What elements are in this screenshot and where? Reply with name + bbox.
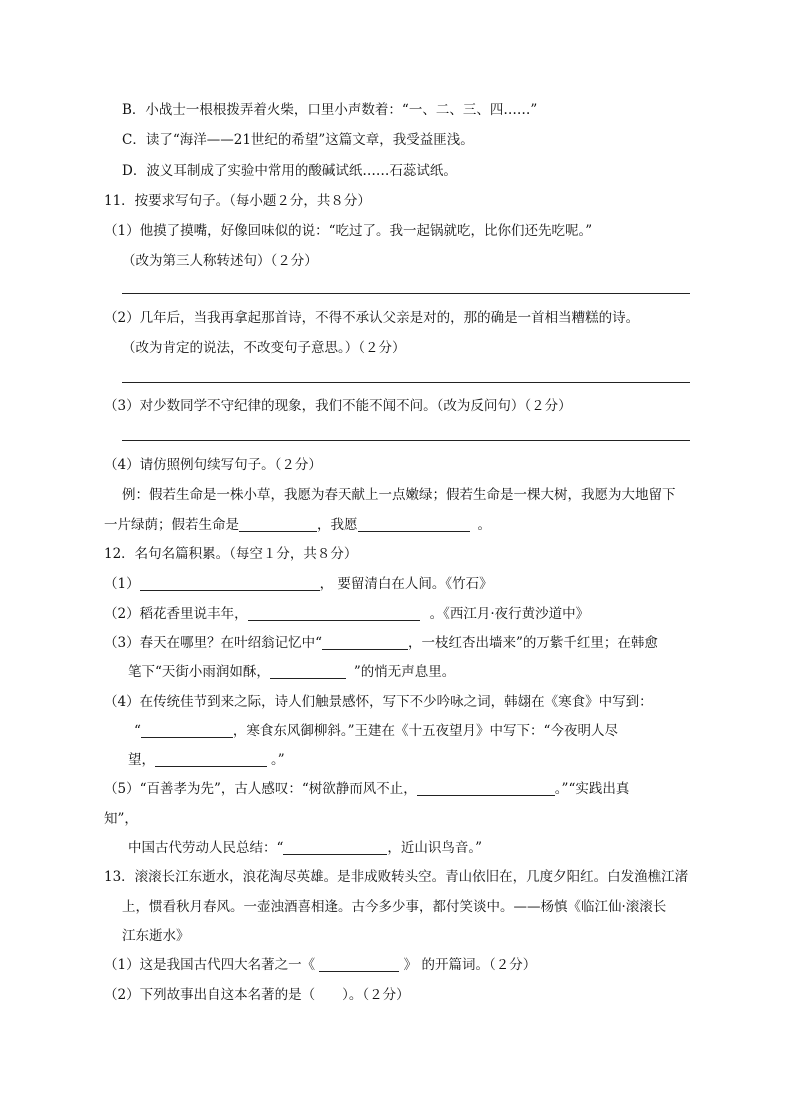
- q12-item-3-line-2: 笔下“天街小雨润如酥， ”的悄无声息里。: [128, 664, 456, 680]
- q11-instruction-1: （改为第三人称转述句）（２分）: [122, 253, 318, 269]
- q12-item-5-line-2: 知”，: [104, 811, 138, 827]
- q13-sub-1: （1）这是我国古代四大名著之一《 》 的开篇词。（２分）: [104, 957, 537, 973]
- option-d: D．波义耳制成了实验中常用的酸碱试纸……石蕊试纸。: [122, 163, 457, 179]
- q11-sentence-3: （3）对少数同学不守纪律的现象，我们不能不闻不问。（改为反问句）（２分）: [104, 398, 572, 414]
- q13-sub-2: （2）下列故事出自这本名著的是（ ）。（２分）: [104, 987, 410, 1003]
- q12-i2-blank[interactable]: [248, 606, 420, 621]
- q12-i5-blank-2[interactable]: [283, 840, 387, 855]
- q12-i4-blank-2[interactable]: [155, 752, 267, 767]
- q12-i3-blank-2[interactable]: [270, 664, 346, 679]
- q12-item-3-line-1: （3）春天在哪里？在叶绍翁记忆中“ ，一枝红杏出墙来”的万紫千红里；在韩愈: [104, 635, 658, 651]
- q12-item-5-line-1: （5）“百善孝为先”，古人感叹：“树欲静而风不止， 。”“实践出真: [104, 781, 630, 797]
- q11-example-line-2: 一片绿荫；假若生命是 ，我愿 。: [104, 517, 491, 533]
- q11-example-line-1: 例：假若生命是一株小草，我愿为春天献上一点嫩绿；假若生命是一棵大树，我愿为大地留下: [122, 487, 676, 503]
- q12-item-4-line-1: （4）在传统佳节到来之际，诗人们触景感怀，写下不少吟咏之词，韩翃在《寒食》中写到：: [104, 694, 653, 710]
- q12-title: 12．名句名篇积累。（每空１分，共８分）: [104, 546, 358, 562]
- q13-passage-line-2: 上，惯看秋月春风。一壶浊酒喜相逢。古今多少事，都付笑谈中。——杨慎《临江仙·滚滚长: [122, 899, 667, 915]
- q12-i3-blank-1[interactable]: [322, 635, 408, 650]
- option-c: C．读了“海洋——21世纪的希望”这篇文章，我受益匪浅。: [122, 132, 474, 148]
- q11-sentence-2: （2）几年后，当我再拿起那首诗，不得不承认父亲是对的，那的确是一首相当糟糕的诗。: [104, 310, 640, 326]
- q11-sentence-4: （4）请仿照例句续写句子。（２分）: [104, 457, 322, 473]
- q12-i4-blank-1[interactable]: [141, 723, 233, 738]
- q12-item-4-line-3: 望， 。”: [128, 752, 285, 768]
- q12-i5-blank-1[interactable]: [417, 781, 555, 796]
- q13-s1-blank[interactable]: [319, 957, 399, 972]
- q11-instruction-2: （改为肯定的说法，不改变句子意思。）（２分）: [122, 340, 406, 356]
- q11-answer-line-3[interactable]: [122, 440, 690, 441]
- q12-item-1: （1） ， 要留清白在人间。《竹石》: [104, 576, 493, 592]
- q11-s4-blank-1[interactable]: [239, 517, 317, 532]
- q12-item-5-line-3: 中国古代劳动人民总结：“ ，近山识鸟音。”: [128, 840, 483, 856]
- q13-passage-line-1: 13．滚滚长江东逝水，浪花淘尽英雄。是非成败转头空。青山依旧在，几度夕阳红。白发渔樵江渚: [104, 869, 689, 885]
- q12-item-4-line-2: “ ，寒食东风御柳斜。”王建在《十五夜望月》中写下：“今夜明人尽: [134, 723, 618, 739]
- q13-passage-line-3: 江东逝水》: [122, 928, 190, 944]
- q11-s4-blank-2[interactable]: [358, 517, 470, 532]
- q12-i1-blank[interactable]: [140, 576, 320, 591]
- q11-answer-line-2[interactable]: [122, 382, 690, 383]
- q11-sentence-1: （1）他摸了摸嘴，好像回味似的说：“吃过了。我一起锅就吃，比你们还先吃呢。”: [104, 223, 593, 239]
- q11-title: 11．按要求写句子。（每小题２分，共８分）: [104, 193, 371, 209]
- option-b: B．小战士一根根拨弄着火柴，口里小声数着：“一、二、三、四……”: [122, 102, 538, 118]
- q11-answer-line-1[interactable]: [122, 293, 690, 294]
- q12-item-2: （2）稻花香里说丰年， 。《西江月·夜行黄沙道中》: [104, 606, 590, 622]
